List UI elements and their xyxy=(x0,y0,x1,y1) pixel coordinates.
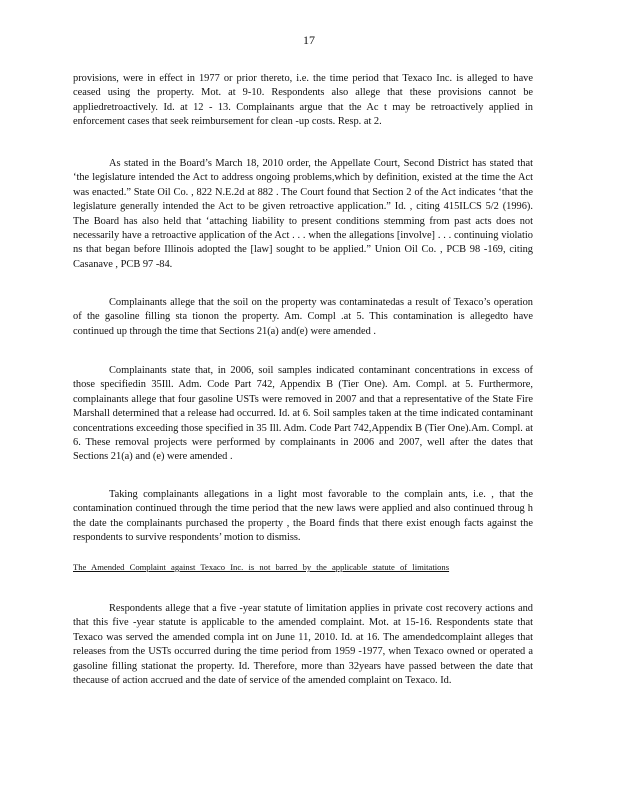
section-heading: The Amended Complaint against Texaco Inc. is not barred by the applicable statute of limitations xyxy=(73,562,450,572)
page-number: 17 xyxy=(303,33,315,47)
paragraph: Complainants allege that the soil on the property was contaminatedas a result of Texaco’s operation of the gasoline filling sta tionon the property. Am. Compl .at 5. This contamination is allegedto have continued up through the time that Sections 21(a) and(e) were amended . xyxy=(73,297,533,337)
paragraph: Complainants state that, in 2006, soil samples indicated contaminant concentrations in excess of those specifiedin 35Ill. Adm. Code Part 742, Appendix B (Tier One). Am. Compl. at 5. Furthermore, complainants allege that four gasoline USTs were removed in 2007 and that a representative of the State Fire Marshall determined that a release had occurred. Id. at 6. Soil samples taken at the time indicated contaminant concentrations exceeding those specified in 35 Ill. Adm. Code Part 742,Appendix B (Tier One).Am. Compl. at 6. These removal projects were performed by complainants in 2006 and 2007, well after the dates that Sections 21(a) and (e) were amended . xyxy=(73,365,533,463)
paragraph: Taking complainants allegations in a light most favorable to the complain ants, i.e. , that the contamination continued through the time period that the new laws were applied and also continued throug h the date the complainants purchased the property , the Board finds that there exist enough facts against the respondents to survive respondents’ motion to dismiss. xyxy=(73,489,533,544)
paragraph: provisions, were in effect in 1977 or prior thereto, i.e. the time period that Texaco Inc. is alleged to have ceased using the property. Mot. at 9-10. Respondents also allege that these provisions cannot be appliedretroactively. Id. at 12 - 13. Complainants argue that the Ac t may be retroactively applied in enforcement cases that seek reimbursement for clean -up costs. Resp. at 2. xyxy=(73,73,533,128)
paragraph: As stated in the Board’s March 18, 2010 order, the Appellate Court, Second District has stated that ‘the legislature intended the Act to address ongoing problems,which by definition, existed at the time the Act was enacted.” State Oil Co. , 822 N.E.2d at 882 . The Court found that Section 2 of the Act indicates ‘that the legislature generally intended the Act to be given retroactive application.” Id. , citing 415ILCS 5/2 (1996). The Board has also held that ‘attaching liability to present conditions stemming from past acts does not necessarily have a retroactive application of the Act . . . when the allegations [involve] . . . continuing violatio ns that began before Illinois adopted the [law] sought to be applied.” Union Oil Co. , PCB 98 -169, citing Casanave , PCB 97 -84. xyxy=(73,158,533,270)
paragraph: Respondents allege that a five -year statute of limitation applies in private cost recovery actions and that this five -year statute is applicable to the amended complaint. Mot. at 15-16. Respondents state that Texaco was served the amended compla int on June 11, 2010. Id. at 16. The amendedcomplaint alleges that releases from the USTs occurred during the time period from 1959 -1977, when Texaco owned or operated a gasoline filling stationat the property. Id. Therefore, more than 32years have passed between the date that thecause of action accrued and the date of service of the amended complaint on Texaco. Id. xyxy=(73,603,533,687)
